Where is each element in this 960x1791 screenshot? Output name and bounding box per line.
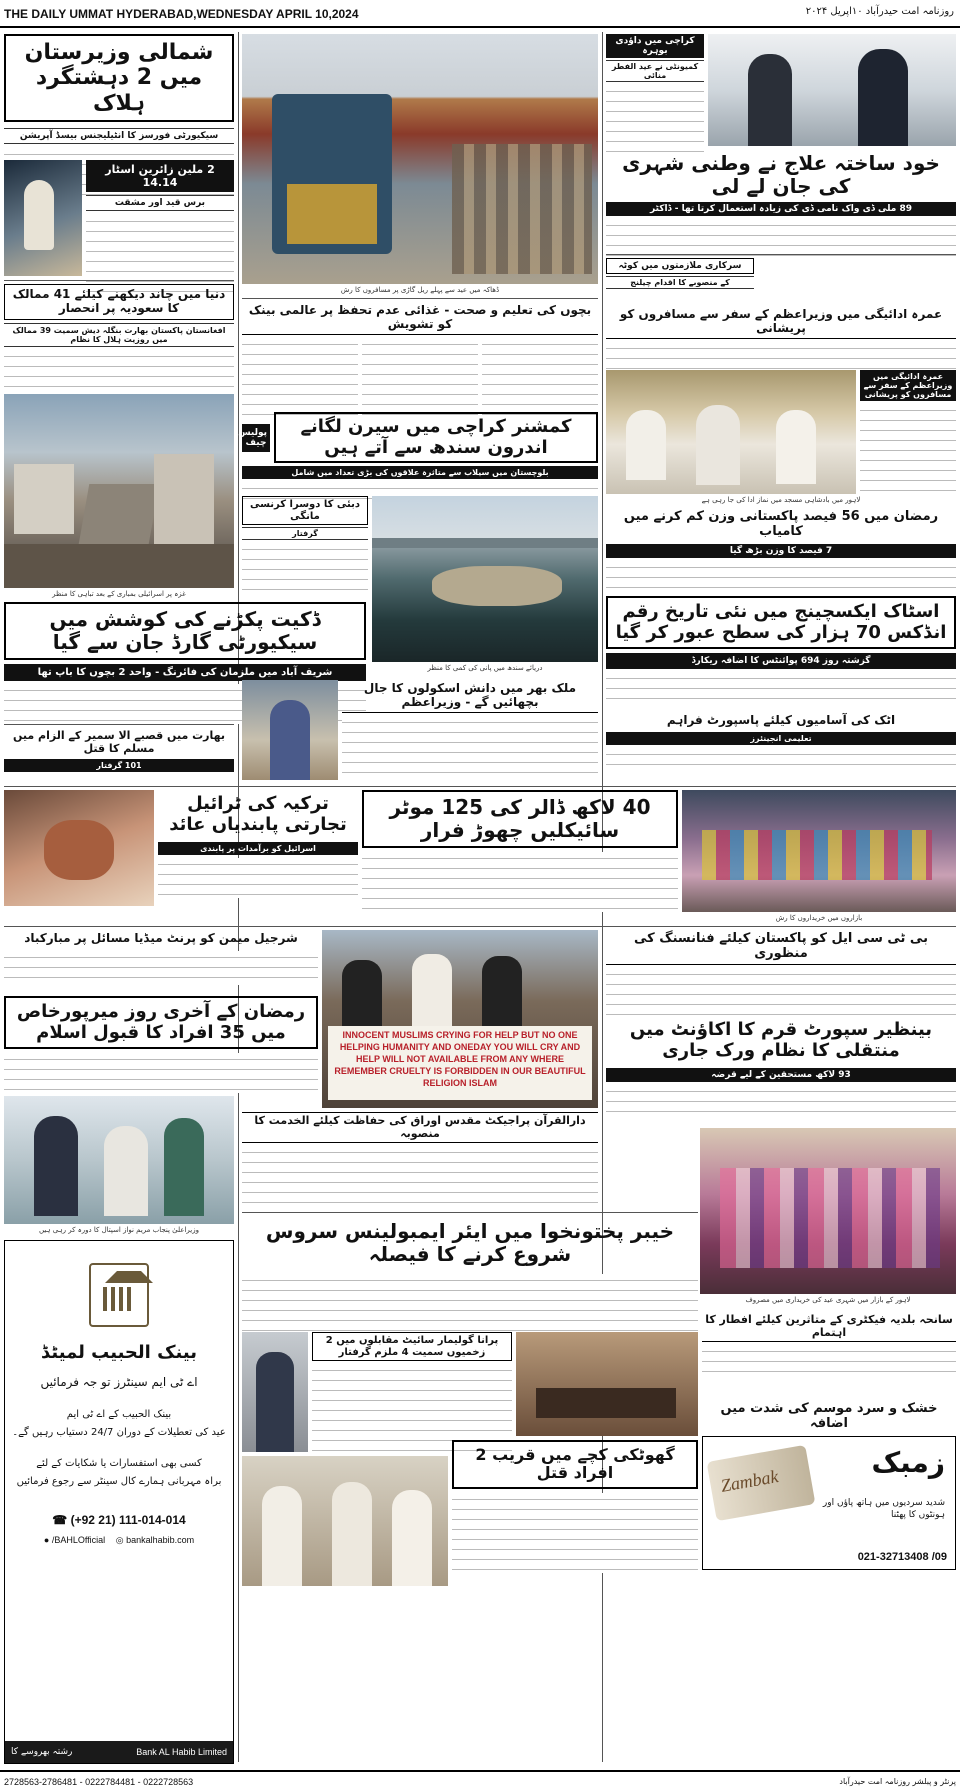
story-text <box>860 404 956 494</box>
section-divider <box>4 926 956 927</box>
photo-gaza <box>4 394 234 588</box>
section-divider <box>4 786 956 787</box>
ad-zambak <box>702 1436 956 1570</box>
story-text <box>452 1493 698 1573</box>
headline: ترکیہ کی ٹرائیل تجارتی پابندیاں عائد <box>169 793 347 835</box>
zambak-brand: زمبک <box>871 1446 945 1479</box>
story-text <box>86 215 234 293</box>
headline: خشک و سرد موسم کی شدت میں اضافہ <box>720 1401 938 1431</box>
subheadline: افغانستان پاکستان بھارت بنگلہ دیش سمیت 39 ممالک میں روزیت ہلال کا نظام <box>4 323 234 347</box>
headline: کراچی میں داؤدی بوہرہ <box>606 34 704 58</box>
zambak-brand-en: Zambak <box>719 1466 780 1496</box>
story-waziristan <box>4 34 234 154</box>
story-turkey <box>158 790 358 906</box>
story-text <box>4 951 318 985</box>
subheadline: کمیونٹی نے عید الفطر منائی <box>606 60 704 82</box>
bank-name: بینک الحبیب لمیٹڈ <box>41 1342 197 1363</box>
subheadline: شریف آباد میں ملزمان کی فائرنگ - واحد 2 بچوں کا باپ تھا <box>4 664 366 681</box>
bank-phone: ☎ (+92 21) 111-014-014 <box>52 1513 186 1528</box>
page-footer <box>0 1770 960 1791</box>
masthead <box>0 0 960 28</box>
story-text <box>362 852 678 912</box>
headline: سرکاری ملازمتوں میں کوٹہ <box>606 258 754 274</box>
footer-text: پرنٹر و پبلشر روزنامہ امت حیدرآباد <box>839 1777 956 1786</box>
story-text <box>482 338 598 416</box>
story-sarkari <box>606 258 754 302</box>
bank-footer-en: Bank AL Habib Limited <box>136 1747 227 1757</box>
story-bahrain <box>242 496 368 586</box>
subheadline: 7 فیصد کا وزن بڑھ گیا <box>606 544 956 558</box>
caption-gaza: غزہ پر اسرائیلی بمباری کے بعد تباہی کا منظر <box>52 590 186 598</box>
headline: اٹک کی آسامیوں کیلئے پاسپورٹ فراہم <box>666 713 896 727</box>
bank-footer <box>5 1741 233 1763</box>
photo-meeting-room <box>516 1332 698 1436</box>
section-divider <box>242 298 598 299</box>
story-treatment <box>606 150 956 250</box>
subheadline: برس قید اور مشقت <box>86 195 234 211</box>
headline: دنیا میں چاند دیکھنے کیلئے 41 ممالک کا سعودیہ پر انحصار <box>4 284 234 320</box>
headline: شمالی وزیرستان میں 2 دہشتگرد ہلاک <box>4 34 234 122</box>
story-text <box>606 561 956 597</box>
bank-footer-ur: رشتہ بھروسے کا <box>11 1747 73 1757</box>
story-ramadan-35 <box>4 996 318 1092</box>
story-cycle <box>362 790 678 906</box>
subheadline: تعلیمی انجینئرز <box>606 732 956 745</box>
section-divider <box>242 1212 698 1213</box>
photo-prayer <box>606 370 856 494</box>
footer-phones: 2728563-2786481 - 0222784481 - 0222728563 <box>4 1776 194 1787</box>
story-ambulance <box>242 1216 698 1328</box>
photo-officials <box>242 1332 308 1452</box>
subheadline: سیکیورٹی فورسز کا انٹیلیجنس بیسڈ آپریشن <box>4 128 234 144</box>
headline: ملک بھر میں دانش اسکولوں کا جال بچھائیں گے - وزیراعظم <box>342 680 598 713</box>
bank-links: ● /BAHLOfficial ◎ bankalhabib.com <box>43 1535 195 1546</box>
headline: اسٹاک ایکسچینج میں نئی تاریخ رقم انڈکس 70 ہزار کی سطح عبور کر گیا <box>606 596 956 649</box>
story-text <box>606 219 956 259</box>
headline: بچوں کی تعلیم و صحت - غذائی عدم تحفظ پر عالمی بینک کو تشویش <box>242 302 598 335</box>
bank-line-4: براہ مہربانی ہمارے کال سینٹر سے رجوع فرمائیں <box>16 1475 222 1487</box>
story-masjid <box>86 160 234 276</box>
story-text <box>362 338 478 416</box>
caption-prayer: لاہور میں بادشاہی مسجد میں نماز ادا کی جا رہی ہے <box>701 496 861 504</box>
photo-pm-meeting <box>708 34 956 146</box>
subheadline: اسرائیل کو برآمدات پر پابندی <box>158 842 358 855</box>
bank-line-3: کسی بھی استفسارات یا شکایات کے لئے <box>36 1458 202 1470</box>
headline: سانحہ بلدیہ فیکٹری کے متاثرین کیلئے افطار کا اہتمام <box>702 1312 956 1342</box>
story-ghotki <box>452 1440 698 1570</box>
tag: پولیس چیف <box>242 424 270 452</box>
story-text <box>242 1274 698 1334</box>
headline: رمضان میں 56 فیصد پاکستانی وزن کم کرنے میں کامیاب <box>623 509 939 539</box>
zambak-tube-icon <box>707 1445 816 1521</box>
ad-bank-al-habib <box>4 1240 234 1764</box>
subheadline: کے منصوبے کا اقدام چیلنج <box>606 276 754 289</box>
bank-logo-icon <box>89 1263 149 1327</box>
bank-tagline: اے ٹی ایم سینٹرز تو جہ فرمائیں <box>40 1374 198 1389</box>
headline: رمضان کے آخری روز میرپورخاص میں 35 افراد کا قبول اسلام <box>4 996 318 1049</box>
subheadline: 101 گرفتار <box>4 759 234 772</box>
photo-river <box>372 496 598 662</box>
story-stock <box>606 596 956 706</box>
story-sharjeel <box>4 930 318 990</box>
photo-youth <box>242 680 338 780</box>
headline: ڈکیت پکڑنے کی کوشش میں سیکیورٹی گارڈ جان سے گیا <box>4 602 366 660</box>
caption-river: دریائے سندھ میں پانی کی کمی کا منظر <box>427 664 543 672</box>
story-commissioner <box>238 412 598 492</box>
story-text <box>606 968 956 1018</box>
headline: بھارت میں قصبے الا سمیر کے الزام میں مسلم کا قتل <box>13 729 225 755</box>
story-weather <box>702 1400 956 1430</box>
photo-market <box>682 790 956 912</box>
photo-train <box>242 34 598 284</box>
story-india-muslim <box>4 728 234 784</box>
caption-train: ڈھاکہ میں عید سے پہلے ریل گاڑی پر مسافروں کا رش <box>340 286 500 294</box>
caption-bazaar: لاہور کے بازار میں شہری عید کی خریداری میں مصروف <box>745 1296 911 1304</box>
subheadline: 89 ملی ڈی واک نامی ڈی کی زیادہ استعمال کرتا تھا - ڈاکٹر <box>606 202 956 216</box>
story-text <box>606 748 956 772</box>
story-vision-56 <box>606 508 956 590</box>
urdu-date: روزنامہ امت حیدرآباد ۱۰اپریل ۲۰۲۴ <box>805 6 954 17</box>
story-text <box>242 1146 598 1216</box>
section-divider <box>4 724 234 725</box>
story-text <box>158 858 358 898</box>
story-text <box>4 350 234 400</box>
headline: بینظیر سپورٹ قرم کا اکاؤنٹ میں منتقلی کا نظام ورک جاری <box>629 1019 933 1061</box>
story-text <box>242 543 368 593</box>
headline: دبئی کا دوسرا کرنسی مانگی <box>242 496 368 525</box>
story-bennett <box>606 1016 956 1124</box>
headline: خود ساختہ علاج نے وطنی شہری کی جان لے لی <box>622 151 940 198</box>
story-umrah-side <box>860 370 956 494</box>
photo-elders <box>242 1456 448 1586</box>
subheadline: گرفتار <box>242 527 368 540</box>
headline: عمرہ ادائیگی میں وزیراعظم کے سفر سے مسافروں کو پریشانی <box>606 306 956 339</box>
headline: کمشنر کراچی میں سیرن لگانے اندرون سندھ سے آتے ہیں <box>274 412 598 463</box>
english-date: THE DAILY UMMAT HYDERABAD,WEDNESDAY APRIL 10,2024 <box>4 7 359 21</box>
section-divider <box>4 280 234 281</box>
headline: 2 ملین زائرین اسٹار 14.14 <box>86 160 234 192</box>
headline: خیبر پختونخوا میں ایئر ایمبولینس سروس شروع کرنے کا فیصلہ <box>265 1219 675 1266</box>
story-text <box>702 1345 956 1377</box>
story-text <box>242 338 358 416</box>
subheadline: گزشتہ روز 694 پوائنٹس کا اضافہ ریکارڈ <box>606 653 956 669</box>
photo-shopping <box>700 1128 956 1294</box>
caption-market: بازاروں میں خریداروں کا رش <box>775 914 863 922</box>
story-education <box>242 302 598 408</box>
subheadline: 93 لاکھ مستحقین کے لیے قرضہ <box>606 1068 956 1082</box>
headline: پرانا گولیمار سائیٹ مقابلوں میں 2 زخمیوں سمیت 4 ملزم گرفتار <box>312 1332 512 1361</box>
headline: گھوٹکی کچے میں قریب 2 افراد قتل <box>452 1440 698 1489</box>
story-text <box>4 1053 318 1093</box>
story-factory <box>702 1312 956 1372</box>
story-text <box>342 716 598 780</box>
headline: عمرہ ادائیگی میں وزیراعظم کے سفر سے مسافروں کو پریشانی <box>860 370 956 401</box>
story-text <box>606 1085 956 1121</box>
story-moon <box>4 284 234 388</box>
social-icon: ● <box>43 1535 52 1546</box>
subheadline: بلوچستان میں سیلاب سے متاثرہ علاقوں کی بڑی تعداد میں شامل <box>242 466 598 479</box>
story-passport <box>606 712 956 782</box>
story-text <box>606 85 704 155</box>
story-karachi-bohra <box>606 34 704 144</box>
headline: دارالقرآن پراجیکٹ مقدس اوراق کی حفاظت کیلئے الخدمت کا منصوبہ <box>242 1112 598 1143</box>
zambak-phone: 021-32713408 /09 <box>857 1551 947 1563</box>
web-icon: ◎ <box>115 1535 127 1546</box>
bank-line-1: بینک الحبیب کے اے ٹی ایم <box>66 1409 172 1421</box>
story-umrah <box>606 306 956 366</box>
story-gas <box>606 930 956 1010</box>
photo-hospital <box>4 1096 234 1224</box>
photo-pilgrims <box>4 160 82 276</box>
protest-banner: INNOCENT MUSLIMS CRYING FOR HELP BUT NO ONE HELPING HUMANITY AND ONEDAY YOU WILL CRY AND HELP WILL NOT AVAILABLE FROM ANY WHERE REMEMBER CRUELTY IS FORBIDDEN IN OUR BEAUTIFUL RELIGION ISLAM <box>328 1026 592 1100</box>
section-divider <box>606 254 956 255</box>
story-police-arrest <box>312 1332 512 1452</box>
photo-protest <box>322 930 598 1108</box>
bank-line-2: عید کی تعطیلات کے دوران 24/7 دستیاب رہیں گے۔ <box>12 1426 226 1438</box>
headline: بی ٹی سی ایل کو پاکستان کیلئے فنانسنگ کی منظوری <box>606 930 956 965</box>
photo-henna <box>4 790 154 906</box>
story-hafiz <box>242 1112 598 1208</box>
headline: شرجیل میمن کو پرنٹ میڈیا مسائل پر مبارکباد <box>24 931 298 945</box>
zambak-desc: شدید سردیوں میں ہاتھ پاؤں اور ہونٹوں کا پھٹنا <box>822 1498 945 1520</box>
story-text <box>606 672 956 702</box>
headline: 40 لاکھ ڈالر کی 125 موٹر سائیکلیں چھوڑ فرار <box>362 790 678 848</box>
caption-hospital: وزیراعلیٰ پنجاب مریم نواز اسپتال کا دورہ کر رہی ہیں <box>38 1226 200 1234</box>
story-schools <box>342 680 598 780</box>
phone-icon: ☎ <box>52 1513 71 1528</box>
